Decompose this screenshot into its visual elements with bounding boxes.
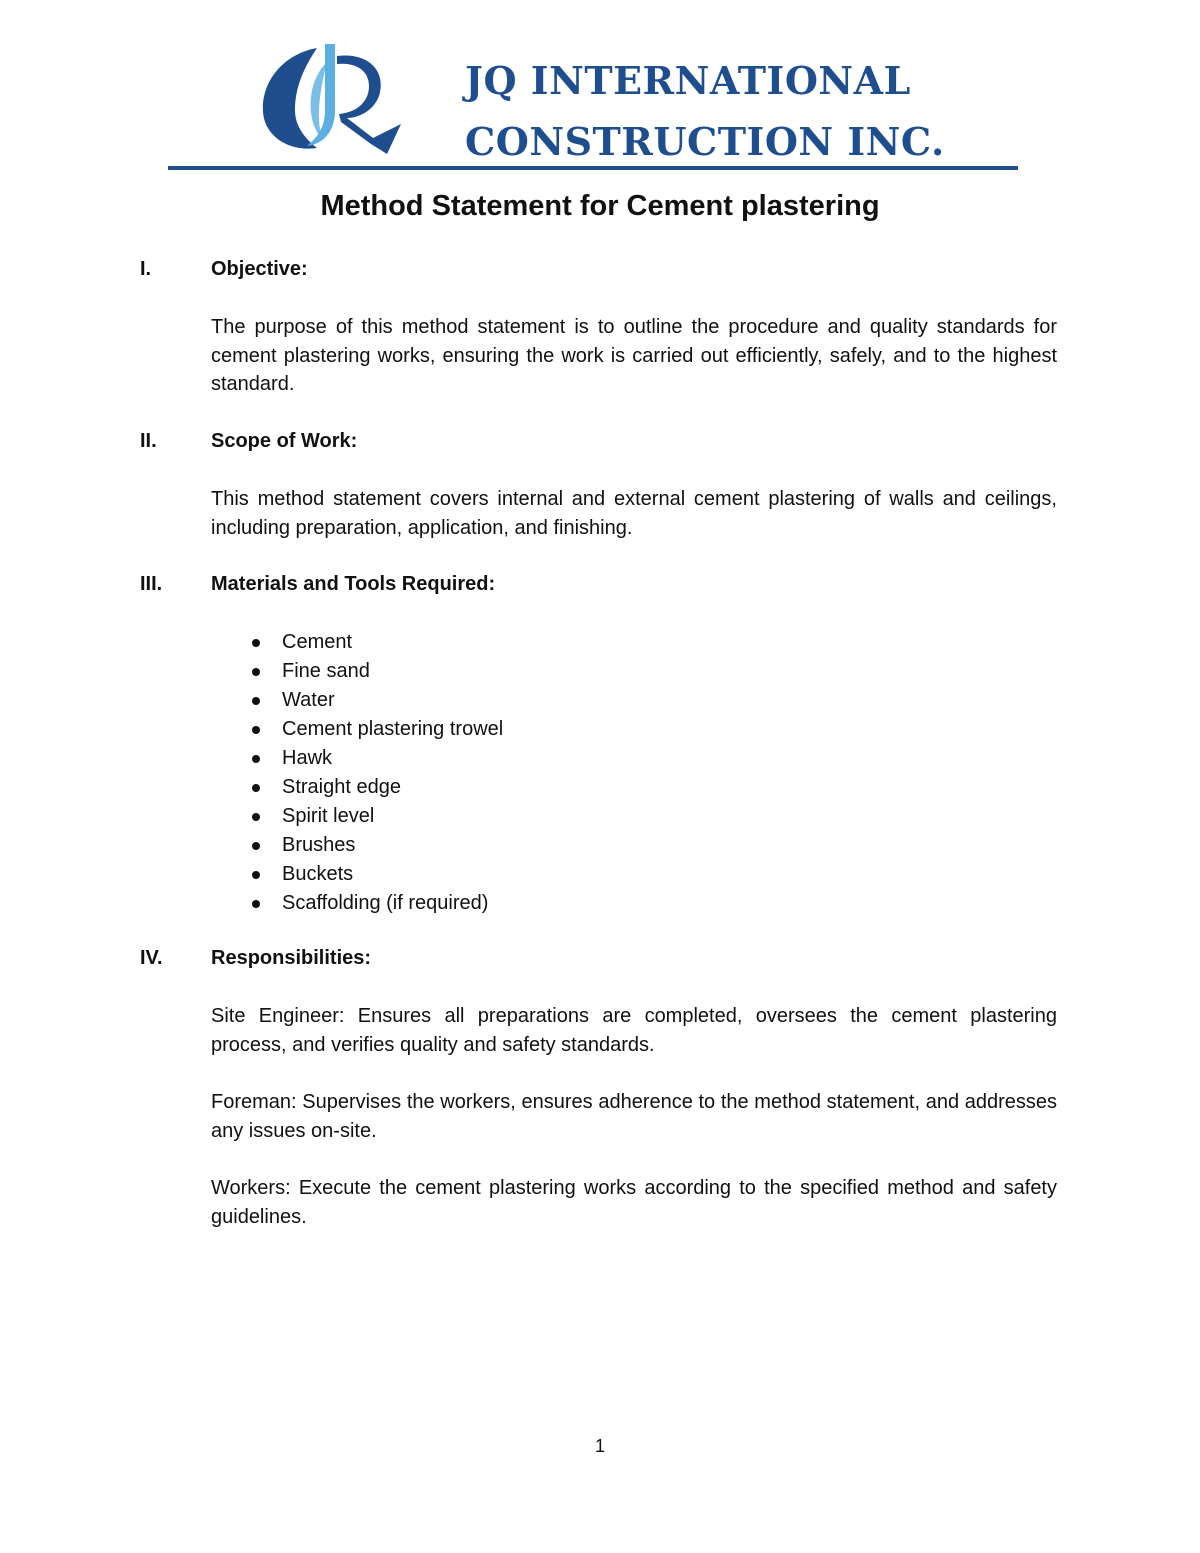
list-item [211,715,1057,744]
section-1-heading: Objective: [211,258,308,280]
bullet-icon [252,900,260,908]
list-item-label: Fine sand [282,660,370,682]
section-2-body: This method statement covers internal and external cement plastering of walls and ceilings, including preparation, application, and finishing. [211,488,1057,539]
list-item [211,831,1057,860]
company-name-line-1: JQ INTERNATIONAL [465,58,911,103]
bullet-icon [252,668,260,676]
list-item-label: Straight edge [282,776,401,798]
list-item [211,657,1057,686]
bullet-icon [252,784,260,792]
section-1-number: I. [140,258,152,280]
list-item-label: Cement plastering trowel [282,718,504,740]
list-item-label: Hawk [282,747,333,769]
bullet-icon [252,842,260,850]
list-item-label: Brushes [282,834,356,856]
list-item-label: Scaffolding (if required) [282,892,489,914]
bullet-icon [252,871,260,879]
responsibility-workers: Workers: Execute the cement plastering works according to the specified method and safety guidelines. [211,1177,1057,1228]
section-4-number: IV. [140,947,163,969]
list-item-label: Cement [282,631,353,653]
section-1-body: The purpose of this method statement is to outline the procedure and quality standards for cement plastering works, ensuring the work is carried out efficiently, safely, and to the highest standard. [211,316,1057,395]
list-item [211,686,1057,715]
bullet-icon [252,755,260,763]
document-title: Method Statement for Cement plastering [320,190,880,222]
responsibility-foreman: Foreman: Supervises the workers, ensures adherence to the method statement, and addresses any issues on-site. [211,1091,1057,1142]
list-item [211,773,1057,802]
list-item [211,860,1057,889]
bullet-icon [252,639,260,647]
responsibility-site-engineer: Site Engineer: Ensures all preparations are completed, oversees the cement plastering process, and verifies quality and safety standards. [211,1005,1057,1056]
jq-logo-icon [255,40,405,158]
list-item-label: Spirit level [282,805,375,827]
list-item [211,889,1057,918]
section-2-heading: Scope of Work: [211,430,358,452]
header-divider [168,166,1018,170]
materials-list [211,628,1057,918]
list-item-label: Buckets [282,863,354,885]
bullet-icon [252,726,260,734]
section-3-number: III. [140,573,163,595]
bullet-icon [252,697,260,705]
company-name-line-2: CONSTRUCTION INC. [465,119,945,164]
company-name [465,50,945,172]
list-item [211,628,1057,657]
list-item [211,744,1057,773]
bullet-icon [252,813,260,821]
page-number: 1 [594,1436,605,1456]
section-2-number: II. [140,430,157,452]
section-4-heading: Responsibilities: [211,947,372,969]
list-item [211,802,1057,831]
section-3-heading: Materials and Tools Required: [211,573,496,595]
list-item-label: Water [282,689,335,711]
